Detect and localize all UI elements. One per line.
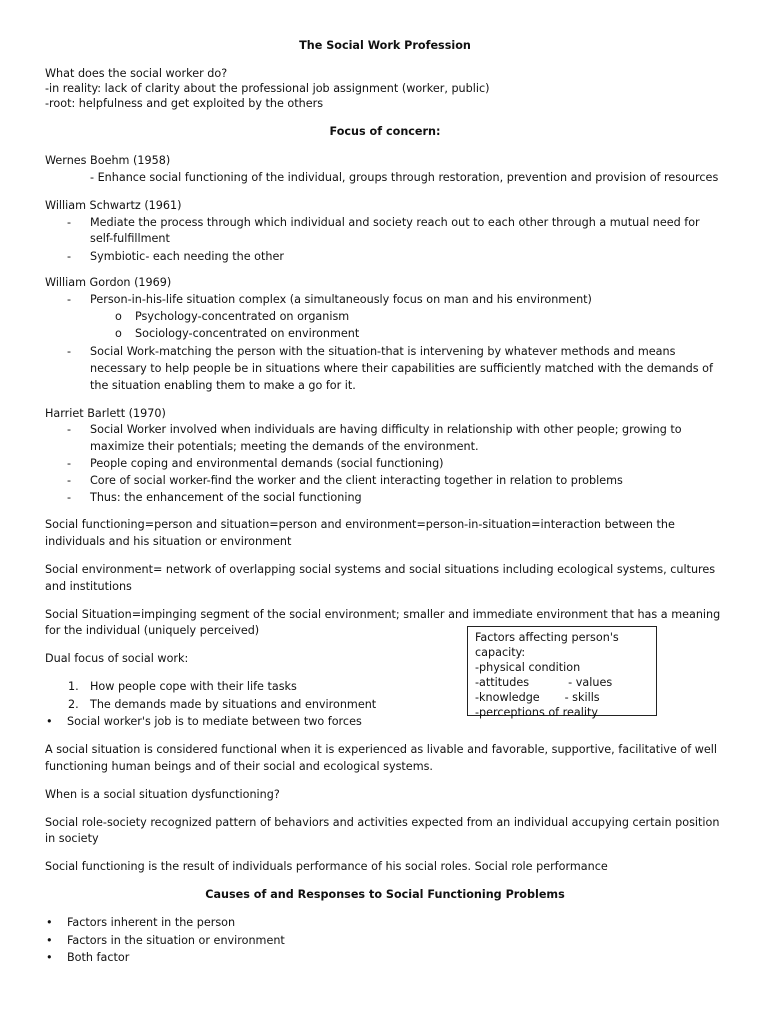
paragraph-role-performance: Social functioning is the result of individuals performance of his social roles. Social role performance — [45, 860, 608, 874]
sub-list-item: o Sociology-concentrated on environment — [45, 326, 725, 343]
list-item: - Social Worker involved when individuals are having difficulty in relationship with other people; growing to maximize their potentials; meeting the demands of the environment. — [67, 423, 682, 454]
bullet-marker: • — [46, 915, 53, 929]
list-item: • Social worker's job is to mediate between two forces — [45, 714, 725, 731]
dash-marker: - — [67, 473, 72, 487]
dash-marker: - — [67, 250, 72, 264]
intro-section — [45, 66, 725, 112]
paragraph-social-situation: Social Situation=impinging segment of the social environment; smaller and immediate environment that has a meaning for the individual (uniquely perceived) — [45, 607, 721, 638]
factors-line: -perceptions of reality — [475, 706, 598, 719]
focus-heading: Focus of concern: — [329, 125, 441, 139]
dash-marker: - — [67, 423, 72, 437]
author-name: William Gordon (1969) — [45, 275, 172, 289]
number-marker: 1. — [68, 679, 79, 693]
factors-line: -knowledge - skills — [475, 691, 600, 704]
list-item: - Symbiotic- each needing the other — [45, 249, 725, 266]
sub-list-item: o Psychology-concentrated on organism — [45, 309, 725, 326]
list-item: • Factors in the situation or environment — [45, 933, 725, 950]
boehm-definition: - Enhance social functioning of the individual, groups through restoration, prevention and provision of resources — [90, 170, 719, 184]
boehm-section — [45, 153, 725, 187]
gordon-section — [45, 275, 725, 395]
author-name: William Schwartz (1961) — [45, 198, 182, 212]
list-item: - People coping and environmental demands (social functioning) — [45, 456, 725, 473]
list-item: • Both factor — [45, 950, 725, 967]
bullet-marker: • — [46, 714, 53, 728]
intro-line: What does the social worker do? — [45, 67, 228, 80]
dash-marker: - — [67, 490, 72, 504]
dash-marker: - — [67, 345, 72, 359]
paragraph-dysfunctioning: When is a social situation dysfunctioning? — [45, 787, 280, 801]
causes-list — [45, 915, 725, 967]
paragraph-social-role: Social role-society recognized pattern of behaviors and activities expected from an individual accupying certain position in society — [45, 815, 720, 846]
list-item: - Person-in-his-life situation complex (a simultaneously focus on man and his environment) — [45, 292, 725, 309]
barlett-section — [45, 406, 725, 507]
circle-marker: o — [115, 309, 122, 323]
intro-line: -in reality: lack of clarity about the professional job assignment (worker, public) — [45, 81, 490, 95]
list-item: 1. How people cope with their life tasks — [45, 679, 725, 696]
list-item: - Mediate the process through which individual and society reach out to each other through a mutual need for self-fulfillment — [67, 215, 700, 246]
list-item: - Core of social worker-find the worker and the client interacting together in relation to problems — [45, 473, 725, 490]
paragraph-social-functioning: Social functioning=person and situation=person and environment=person-in-situation=interaction between the individuals and his situation or environment — [45, 518, 675, 549]
document-title: The Social Work Profession — [299, 39, 471, 52]
dash-marker: - — [67, 456, 72, 470]
dash-marker: - — [67, 292, 72, 306]
factors-line: -physical condition — [475, 661, 581, 674]
list-item: • Factors inherent in the person — [45, 915, 725, 932]
author-name: Harriet Barlett (1970) — [45, 406, 166, 420]
factors-line: Factors affecting person's — [475, 631, 619, 644]
list-item: 2. The demands made by situations and environment — [45, 697, 725, 714]
causes-heading: Causes of and Responses to Social Functioning Problems — [205, 888, 565, 902]
factors-line: capacity: — [475, 646, 526, 659]
intro-line: -root: helpfulness and get exploited by the others — [45, 96, 324, 110]
schwartz-section — [45, 198, 725, 266]
number-marker: 2. — [68, 697, 79, 711]
dash-marker: - — [67, 215, 72, 229]
factors-line: -attitudes - values — [475, 676, 613, 689]
circle-marker: o — [115, 327, 122, 341]
bullet-marker: • — [46, 951, 53, 965]
dual-focus-heading: Dual focus of social work: — [45, 652, 189, 666]
author-name: Wernes Boehm (1958) — [45, 154, 171, 168]
factors-text-box — [467, 626, 657, 719]
paragraph-social-environment: Social environment= network of overlapping social systems and social situations including ecological systems, cultures and institutions — [45, 562, 716, 593]
bullet-marker: • — [46, 933, 53, 947]
list-item: - Thus: the enhancement of the social functioning — [45, 490, 725, 507]
list-item: - Social Work-matching the person with the situation-that is intervening by whatever methods and means necessary to help people be in situations where their capabilities are sufficiently matched with the demands of the situation enabling them to make a go for it. — [67, 345, 713, 392]
paragraph-functional: A social situation is considered functional when it is experienced as livable and favorable, supportive, facilitative of well functioning human beings and of their social and ecological systems. — [45, 743, 717, 774]
document-page — [45, 38, 725, 967]
